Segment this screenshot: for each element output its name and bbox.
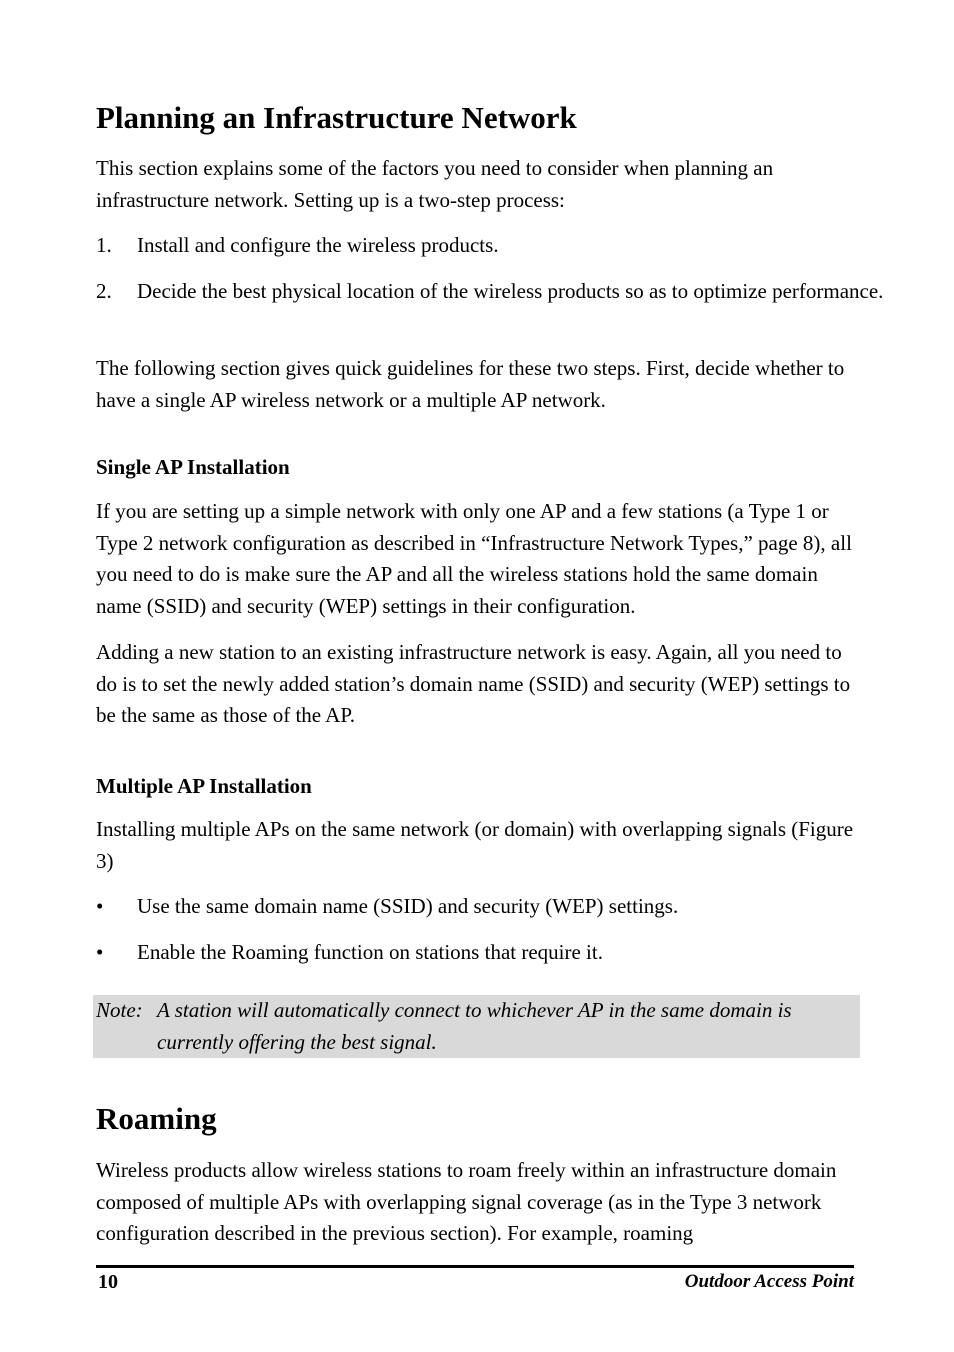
note-text: A station will automatically connect to whichever AP in the same domain is currently offering the best signal. xyxy=(157,998,792,1054)
intro-paragraph: This section explains some of the factors you need to consider when planning an infrastructure network. Setting up is a two-step process: xyxy=(96,156,774,212)
footer-book-title: Outdoor Access Point xyxy=(684,1271,854,1292)
page-number: 10 xyxy=(98,1271,118,1293)
single-ap-paragraph-2: Adding a new station to an existing infrastructure network is easy. Again, all you need to do is to set the newly added station’s domain name (SSID) and security (WEP) settings to be the same as those of the AP. xyxy=(96,640,851,727)
list-item xyxy=(96,937,901,969)
note-label: Note: xyxy=(96,998,143,1022)
section-title-planning: Planning an Infrastructure Network xyxy=(96,100,577,135)
heading-multiple-ap: Multiple AP Installation xyxy=(96,774,312,798)
multiple-ap-paragraph: Installing multiple APs on the same network (or domain) with overlapping signals (Figure 3) xyxy=(96,817,854,873)
list-item xyxy=(96,891,901,923)
followup-paragraph: The following section gives quick guidelines for these two steps. First, decide whether to have a single AP wireless network or a multiple AP network. xyxy=(96,356,845,412)
list-item-text: Enable the Roaming function on stations that require it. xyxy=(137,940,603,964)
footer-divider xyxy=(96,1265,854,1268)
list-item-text: Install and configure the wireless products. xyxy=(137,233,499,257)
list-item xyxy=(96,276,901,308)
note-box xyxy=(93,995,860,1058)
list-number: 2. xyxy=(96,279,112,303)
list-item-text: Use the same domain name (SSID) and security (WEP) settings. xyxy=(137,894,679,918)
section-title-roaming: Roaming xyxy=(96,1101,217,1136)
bullet-marker: • xyxy=(96,894,104,918)
heading-single-ap: Single AP Installation xyxy=(96,455,290,479)
bullet-marker: • xyxy=(96,940,104,964)
list-item xyxy=(96,230,901,262)
roaming-paragraph: Wireless products allow wireless stations to roam freely within an infrastructure domain composed of multiple APs with overlapping signal coverage (as in the Type 3 network configuration described in the previous section). For example, roaming xyxy=(96,1158,837,1245)
list-number: 1. xyxy=(96,233,112,257)
single-ap-paragraph-1: If you are setting up a simple network with only one AP and a few stations (a Type 1 or Type 2 network configuration as described in “Infrastructure Network Types,” page 8), all you need to do is make sure the AP and all the wireless stations hold the same domain name (SSID) and security (WEP) settings in their configuration. xyxy=(96,499,852,618)
list-item-text: Decide the best physical location of the wireless products so as to optimize performance. xyxy=(137,279,884,303)
